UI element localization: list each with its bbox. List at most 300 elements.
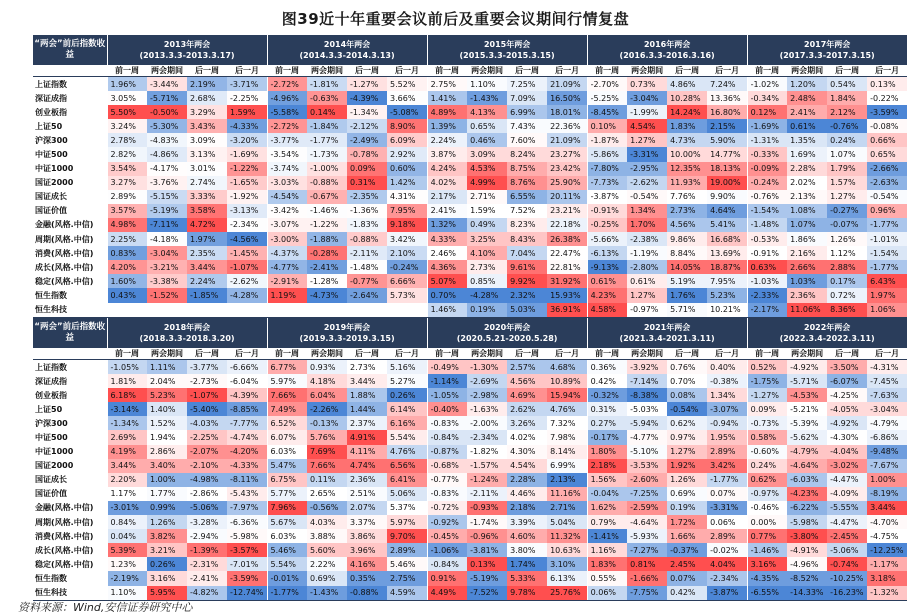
return-cell: 22.18% <box>547 218 587 232</box>
return-cell: -0.91% <box>747 246 787 260</box>
return-cell: -7.75% <box>627 586 667 601</box>
return-cell: -4.77% <box>267 260 307 274</box>
return-cell: -0.88% <box>307 176 347 190</box>
return-cell: -0.24% <box>387 260 427 274</box>
return-cell: 2.46% <box>427 246 467 260</box>
return-cell: 0.54% <box>827 77 867 92</box>
return-cell: -1.03% <box>747 274 787 288</box>
period-header <box>267 318 427 348</box>
return-cell: 4.89% <box>427 105 467 119</box>
return-cell: 6.66% <box>387 274 427 288</box>
table-row <box>33 190 907 204</box>
return-cell: -9.13% <box>587 260 627 274</box>
source-note: 资料来源：Wind,安信证券研究中心 <box>18 601 193 614</box>
return-cell: -2.73% <box>187 374 227 388</box>
subheader: 前一周 <box>587 65 627 77</box>
return-cell: 3.80% <box>507 543 547 557</box>
return-cell: 8.23% <box>507 218 547 232</box>
table-row <box>33 473 907 487</box>
period-header <box>107 35 267 65</box>
return-cell: 3.39% <box>507 515 547 529</box>
return-cell: 9.92% <box>507 274 547 288</box>
return-cell: 1.27% <box>827 190 867 204</box>
return-cell: 22.81% <box>547 260 587 274</box>
return-cell: 5.77% <box>267 487 307 501</box>
return-cell: 1.11% <box>147 360 187 375</box>
row-label: 国证2000 <box>33 459 107 473</box>
return-cell: -0.63% <box>307 91 347 105</box>
subheader: 后一周 <box>827 348 867 360</box>
return-cell: -0.93% <box>467 501 507 515</box>
period-name: 2015年两会 <box>483 40 531 49</box>
row-label: 中证500 <box>33 147 107 161</box>
return-cell: 0.40% <box>707 360 747 375</box>
period-header <box>107 318 267 348</box>
period-name: 2018年两会 <box>163 323 211 332</box>
return-cell: 4.04% <box>707 557 747 571</box>
return-cell: 1.94% <box>147 430 187 444</box>
return-cell: 1.10% <box>467 77 507 92</box>
return-cell: 2.75% <box>387 571 427 585</box>
return-cell: 3.44% <box>187 260 227 274</box>
return-cell: -14.33% <box>787 586 827 601</box>
return-cell: -1.05% <box>107 360 147 375</box>
return-cell: -5.62% <box>787 430 827 444</box>
subheader: 两会期间 <box>147 65 187 77</box>
return-cell: -1.87% <box>587 133 627 147</box>
return-cell: 2.45% <box>667 557 707 571</box>
return-cell: 7.04% <box>507 246 547 260</box>
return-cell: 5.47% <box>267 459 307 473</box>
return-cell: 5.50% <box>107 105 147 119</box>
return-cell: -1.34% <box>347 105 387 119</box>
return-cell: -2.60% <box>627 473 667 487</box>
return-cell: 3.16% <box>747 557 787 571</box>
return-cell: -6.22% <box>787 501 827 515</box>
period-name: 2021年两会 <box>643 323 691 332</box>
return-cell: -1.05% <box>427 388 467 402</box>
return-cell: 2.69% <box>107 430 147 444</box>
return-cell: 0.13% <box>467 557 507 571</box>
row-label: 恒生科技 <box>33 303 107 318</box>
return-cell: -0.84% <box>427 430 467 444</box>
return-cell: 7.52% <box>507 204 547 218</box>
return-cell: 6.99% <box>507 105 547 119</box>
row-label: 恒生指数 <box>33 571 107 585</box>
return-cell: 2.10% <box>387 246 427 260</box>
return-cell: -0.60% <box>747 445 787 459</box>
return-cell: -2.11% <box>467 487 507 501</box>
table-row <box>33 232 907 246</box>
return-cell: 2.35% <box>187 246 227 260</box>
return-cell: 4.02% <box>427 176 467 190</box>
return-cell: 4.02% <box>507 430 547 444</box>
return-cell: 4.16% <box>347 557 387 571</box>
return-cell: 3.09% <box>187 133 227 147</box>
return-cell: 2.32% <box>507 288 547 302</box>
row-label: 国证成长 <box>33 473 107 487</box>
return-cell: -5.55% <box>827 501 867 515</box>
return-cell: -1.75% <box>747 374 787 388</box>
period-name: 2022年两会 <box>804 323 851 332</box>
return-cell <box>147 303 187 318</box>
return-cell: 1.57% <box>827 176 867 190</box>
return-cell: 4.18% <box>307 374 347 388</box>
return-cell: 31.92% <box>547 274 587 288</box>
return-cell: -4.04% <box>827 445 867 459</box>
return-cell: 4.91% <box>347 430 387 444</box>
return-cell: -8.45% <box>587 105 627 119</box>
return-cell: 7.98% <box>547 430 587 444</box>
return-cell: -1.00% <box>307 162 347 176</box>
return-cell: -4.39% <box>227 388 267 402</box>
table-row <box>33 260 907 274</box>
return-cell: 25.90% <box>547 176 587 190</box>
return-cell: 0.79% <box>587 515 627 529</box>
subheader: 前一周 <box>267 65 307 77</box>
return-cell: -7.67% <box>867 459 907 473</box>
table-row <box>33 374 907 388</box>
subheader: 后一周 <box>347 348 387 360</box>
return-cell: 1.10% <box>107 586 147 601</box>
return-cell: 1.41% <box>427 91 467 105</box>
return-cell: -1.02% <box>747 77 787 92</box>
return-cell: -2.00% <box>467 416 507 430</box>
return-cell: 4.49% <box>427 586 467 601</box>
period-header <box>747 35 907 65</box>
return-cell: 0.09% <box>347 162 387 176</box>
return-cell: -0.56% <box>307 501 347 515</box>
return-cell: 4.10% <box>467 246 507 260</box>
subheader: 两会期间 <box>627 348 667 360</box>
return-cell: 9.70% <box>387 529 427 543</box>
return-cell: 5.60% <box>307 543 347 557</box>
return-cell: -5.03% <box>627 402 667 416</box>
return-cell: -4.75% <box>867 529 907 543</box>
return-cell: -0.01% <box>267 571 307 585</box>
subheader: 后一月 <box>707 65 747 77</box>
return-cell: -7.52% <box>467 586 507 601</box>
return-cell: 4.72% <box>187 218 227 232</box>
return-cell: -8.85% <box>227 402 267 416</box>
return-cell: 6.07% <box>267 430 307 444</box>
return-cell: 1.27% <box>627 288 667 302</box>
return-cell: -1.06% <box>427 543 467 557</box>
return-cell: 5.23% <box>707 288 747 302</box>
return-cell: 1.80% <box>587 445 627 459</box>
return-cell: 2.18% <box>587 459 627 473</box>
return-cell: -1.82% <box>467 445 507 459</box>
return-cell: 4.13% <box>467 105 507 119</box>
subheader: 后一月 <box>867 65 907 77</box>
return-cell: 1.97% <box>867 288 907 302</box>
row-label: 恒生指数 <box>33 288 107 302</box>
return-cell: 14.77% <box>707 147 747 161</box>
table-row <box>33 430 907 444</box>
return-cell: 3.57% <box>107 204 147 218</box>
return-cell: -5.08% <box>387 105 427 119</box>
return-cell: -0.92% <box>427 515 467 529</box>
table-row <box>33 303 907 318</box>
return-cell: 0.26% <box>387 388 427 402</box>
return-cell: 8.24% <box>507 147 547 161</box>
return-cell: 9.86% <box>667 232 707 246</box>
return-cell: -1.45% <box>227 246 267 260</box>
return-cell: 15.93% <box>547 288 587 302</box>
return-cell: 3.21% <box>147 543 187 557</box>
return-cell: 4.20% <box>107 260 147 274</box>
return-cell: -2.66% <box>867 162 907 176</box>
return-cell: -1.07% <box>227 260 267 274</box>
return-cell: -4.54% <box>267 190 307 204</box>
return-cell: -3.04% <box>147 246 187 260</box>
return-cell: -4.03% <box>187 416 227 430</box>
return-cell: -4.23% <box>787 487 827 501</box>
return-cell: 19.00% <box>707 176 747 190</box>
return-cell: 2.37% <box>347 416 387 430</box>
return-cell: -1.81% <box>307 77 347 92</box>
return-cell: -0.38% <box>707 374 747 388</box>
subheader: 前一周 <box>747 65 787 77</box>
return-cell: 3.10% <box>547 557 587 571</box>
return-cell: -3.31% <box>707 501 747 515</box>
return-cell: 0.08% <box>667 388 707 402</box>
return-cell: 0.07% <box>707 487 747 501</box>
return-cell: 0.66% <box>867 133 907 147</box>
return-cell: 5.76% <box>307 430 347 444</box>
subheader-blank <box>33 65 107 77</box>
return-cell: 21.09% <box>547 77 587 92</box>
subheader: 两会期间 <box>627 65 667 77</box>
return-cell: 1.42% <box>387 176 427 190</box>
return-cell: -2.95% <box>627 162 667 176</box>
return-cell: 2.65% <box>307 487 347 501</box>
table-row <box>33 119 907 133</box>
table-row <box>33 176 907 190</box>
return-cell: -4.28% <box>467 288 507 302</box>
return-cell: 3.43% <box>187 119 227 133</box>
period-name: 2014年两会 <box>323 40 371 49</box>
return-cell: 3.13% <box>187 147 227 161</box>
return-cell: 1.62% <box>587 501 627 515</box>
return-cell: 0.11% <box>307 473 347 487</box>
row-label: 上证50 <box>33 402 107 416</box>
return-cell: -3.71% <box>227 77 267 92</box>
return-cell: 0.19% <box>667 501 707 515</box>
return-cell: 3.44% <box>867 501 907 515</box>
return-cell: -0.96% <box>467 529 507 543</box>
return-cell: 2.36% <box>347 473 387 487</box>
return-cell: 1.60% <box>107 274 147 288</box>
table-row <box>33 416 907 430</box>
subheader: 前一周 <box>107 348 147 360</box>
return-cell: 2.18% <box>507 501 547 515</box>
return-cell: -0.87% <box>427 445 467 459</box>
return-cell: 10.21% <box>707 303 747 318</box>
table-row <box>33 586 907 601</box>
return-cell: -0.94% <box>707 416 747 430</box>
return-cell: -2.98% <box>467 388 507 402</box>
return-cell: 3.88% <box>307 529 347 543</box>
return-cell: 23.27% <box>547 147 587 161</box>
return-cell: -4.25% <box>827 388 867 402</box>
return-cell: -3.80% <box>787 529 827 543</box>
return-cell: 4.58% <box>587 303 627 318</box>
return-cell: -1.77% <box>867 260 907 274</box>
return-cell: -2.38% <box>627 232 667 246</box>
return-cell: 1.26% <box>827 232 867 246</box>
return-cell: -1.48% <box>347 260 387 274</box>
return-cell: -3.04% <box>867 402 907 416</box>
return-cell: -1.43% <box>467 91 507 105</box>
return-cell: 3.27% <box>107 176 147 190</box>
return-cell: 0.06% <box>707 515 747 529</box>
return-cell: 21.09% <box>547 133 587 147</box>
return-cell: 0.73% <box>627 77 667 92</box>
return-cell: 2.71% <box>547 501 587 515</box>
return-cell: -0.67% <box>307 190 347 204</box>
return-cell: 0.84% <box>107 515 147 529</box>
return-cell: 0.61% <box>787 119 827 133</box>
return-cell: 1.72% <box>667 515 707 529</box>
return-cell: -0.54% <box>627 190 667 204</box>
return-cell: -4.64% <box>627 515 667 529</box>
return-cell: -0.24% <box>747 176 787 190</box>
return-cell: 3.86% <box>347 529 387 543</box>
return-cell: 3.42% <box>707 459 747 473</box>
return-cell: -12.74% <box>227 586 267 601</box>
table-row <box>33 91 907 105</box>
return-cell: 3.66% <box>387 91 427 105</box>
subheader: 两会期间 <box>467 65 507 77</box>
return-cell: 0.43% <box>107 288 147 302</box>
return-cell: 2.28% <box>507 473 547 487</box>
return-cell: 0.31% <box>587 402 627 416</box>
return-cell: 2.78% <box>107 133 147 147</box>
return-cell: -0.76% <box>827 119 867 133</box>
return-cell: 15.94% <box>547 388 587 402</box>
return-cell: -3.01% <box>107 501 147 515</box>
return-cell: 2.41% <box>787 105 827 119</box>
return-cell: 2.20% <box>107 473 147 487</box>
return-cell: -0.88% <box>347 232 387 246</box>
return-cell: -3.20% <box>227 133 267 147</box>
return-cell: 1.27% <box>667 445 707 459</box>
return-cell: -1.77% <box>307 133 347 147</box>
return-cell: 0.97% <box>667 430 707 444</box>
return-cell: -2.41% <box>187 571 227 585</box>
subheader: 后一月 <box>547 65 587 77</box>
row-label: 上证指数 <box>33 77 107 92</box>
return-cell: -5.15% <box>147 190 187 204</box>
return-cell: -5.98% <box>227 529 267 543</box>
return-cell: -6.13% <box>587 246 627 260</box>
return-cell: -4.96% <box>267 91 307 105</box>
period-header <box>587 35 747 65</box>
return-cell: -1.39% <box>187 543 227 557</box>
return-cell: -0.02% <box>707 543 747 557</box>
return-cell: 0.61% <box>627 274 667 288</box>
return-cell: -3.13% <box>227 204 267 218</box>
return-cell: -4.30% <box>827 430 867 444</box>
row-label: 深证成指 <box>33 374 107 388</box>
return-cell: -2.45% <box>827 529 867 543</box>
return-cell: 0.91% <box>427 571 467 585</box>
return-cell: 14.24% <box>667 105 707 119</box>
return-cell <box>107 303 147 318</box>
return-cell: 2.74% <box>187 176 227 190</box>
return-cell: -1.19% <box>627 246 667 260</box>
return-cell: 8.84% <box>667 246 707 260</box>
return-cell: -3.00% <box>267 232 307 246</box>
return-cell: 8.76% <box>507 176 547 190</box>
row-label: 消费(风格.中信) <box>33 529 107 543</box>
return-cell: 1.70% <box>627 218 667 232</box>
subheader: 前一周 <box>267 348 307 360</box>
return-cell: -2.35% <box>347 190 387 204</box>
return-cell <box>307 303 347 318</box>
return-cell: 7.95% <box>387 204 427 218</box>
return-cell: -4.92% <box>787 360 827 375</box>
return-cell: 4.68% <box>547 360 587 375</box>
return-cell: 18.13% <box>707 162 747 176</box>
return-cell: -5.71% <box>787 374 827 388</box>
return-cell: -1.27% <box>347 77 387 92</box>
row-label: 金融(风格.中信) <box>33 501 107 515</box>
return-cell: -6.07% <box>827 374 867 388</box>
return-cell: -0.83% <box>427 487 467 501</box>
return-cell: 2.15% <box>707 119 747 133</box>
return-cell: -2.80% <box>627 260 667 274</box>
return-cell <box>267 303 307 318</box>
return-cell: -7.73% <box>587 176 627 190</box>
return-cell: 3.01% <box>187 162 227 176</box>
return-cell: -0.22% <box>867 91 907 105</box>
return-cell: -0.83% <box>427 416 467 430</box>
return-cell: -4.37% <box>267 246 307 260</box>
return-cell: 13.36% <box>707 91 747 105</box>
period-header <box>747 318 907 348</box>
period-range: (2018.3.3-2018.3.20) <box>139 334 235 343</box>
return-cell <box>347 303 387 318</box>
return-cell: 2.07% <box>347 501 387 515</box>
return-cell: -7.97% <box>227 501 267 515</box>
subheader: 后一周 <box>507 348 547 360</box>
figure-title: 图39近十年重要会议前后及重要会议期间行情复盘 <box>281 10 630 28</box>
period-name: 2019年两会 <box>323 323 371 332</box>
return-cell: 7.60% <box>507 133 547 147</box>
return-cell: -6.03% <box>787 473 827 487</box>
return-cell: 11.06% <box>787 303 827 318</box>
return-cell: 1.74% <box>507 557 547 571</box>
return-cell: -2.59% <box>627 501 667 515</box>
return-cell: 5.16% <box>387 360 427 375</box>
period-header <box>587 318 747 348</box>
return-cell: 3.44% <box>347 374 387 388</box>
return-cell: 9.90% <box>707 190 747 204</box>
return-cell: -0.27% <box>827 204 867 218</box>
return-cell: 1.23% <box>107 557 147 571</box>
return-cell: 0.09% <box>747 402 787 416</box>
period-header <box>267 35 427 65</box>
return-cell: 3.44% <box>107 459 147 473</box>
return-cell: 2.41% <box>427 204 467 218</box>
return-cell: 1.39% <box>427 119 467 133</box>
row-label: 中证1000 <box>33 162 107 176</box>
return-cell: -5.94% <box>627 416 667 430</box>
return-cell: 1.16% <box>587 543 627 557</box>
return-cell: 1.97% <box>187 232 227 246</box>
